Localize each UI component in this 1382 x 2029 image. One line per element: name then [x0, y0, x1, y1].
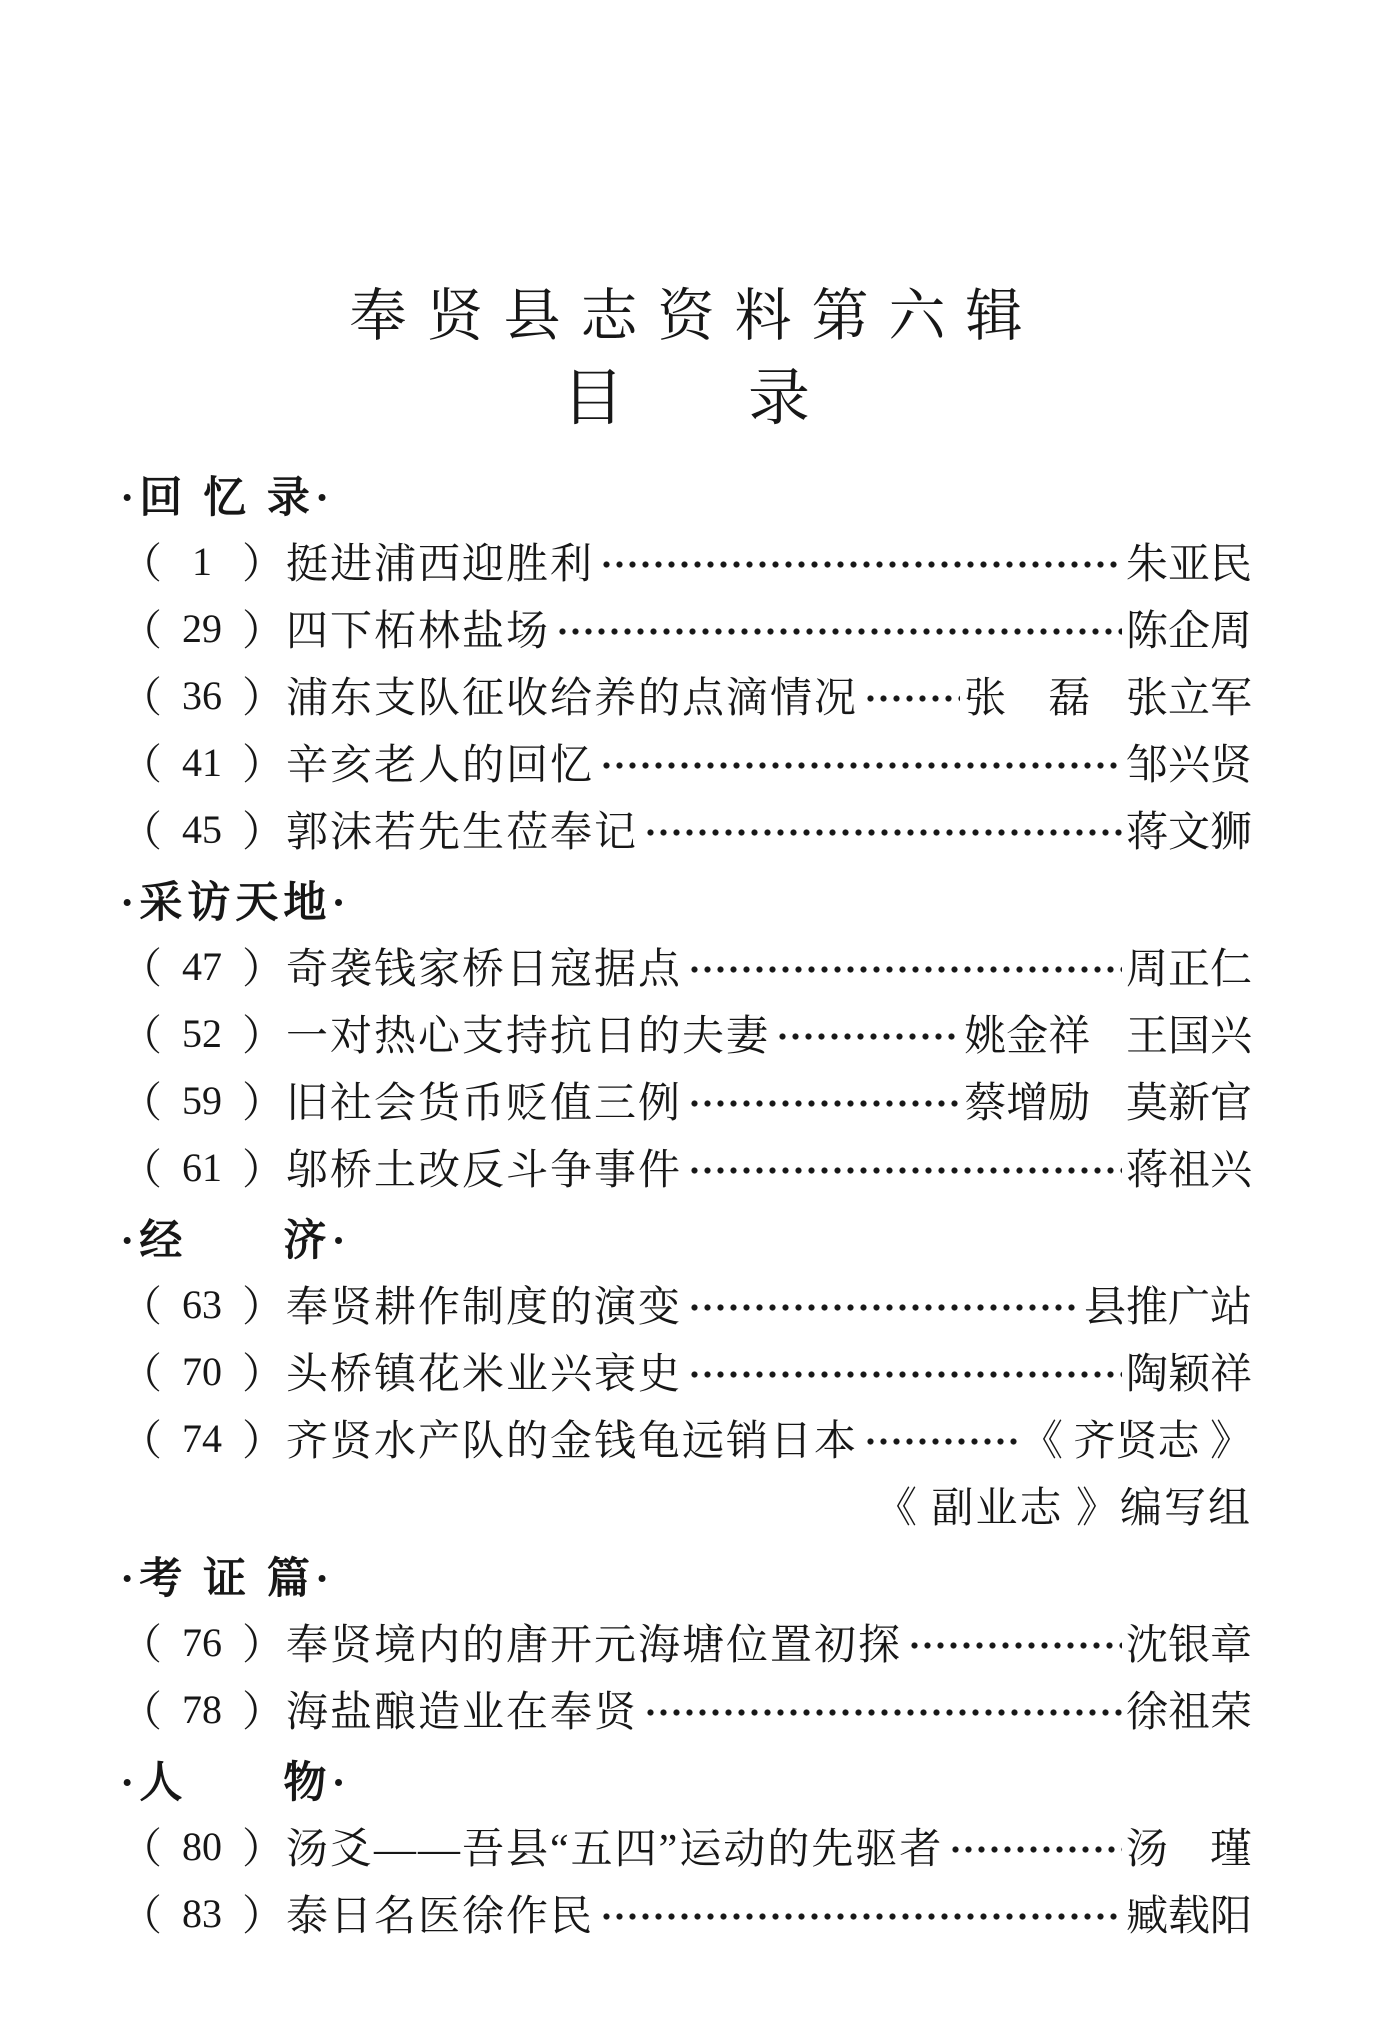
paren-open-glyph: （ [120, 1081, 163, 1128]
entry-title: 泰日名医徐作民 [286, 1894, 595, 1941]
author-name: 莫新官 [1125, 1081, 1252, 1128]
paren-close-glyph: ） [242, 676, 285, 723]
entry-page-number [120, 799, 284, 859]
paren-close-glyph: ） [242, 1148, 285, 1195]
paren-open-glyph: （ [120, 947, 163, 994]
series-title: 奉贤县志资料第六辑 [349, 285, 1043, 348]
entry-title: 头桥镇花米业兴衰史 [286, 1352, 683, 1399]
dot-leader [688, 962, 1122, 976]
page-number-value: 63 [182, 1281, 223, 1327]
paren-close-glyph: ） [242, 1623, 285, 1670]
entry-title: 齐贤水产队的金钱龟远销日本 [286, 1419, 859, 1466]
entry-authors [1126, 799, 1252, 859]
paren-open-glyph: （ [120, 1623, 163, 1670]
page-number-value: 1 [192, 538, 213, 584]
entry-page-number [120, 1816, 284, 1876]
author-name: 沈银章 [1125, 1623, 1252, 1670]
entry-authors [1126, 1137, 1252, 1197]
section-heading: ·回 忆 录· [120, 474, 335, 522]
author-name: 朱亚民 [1125, 542, 1252, 589]
dot-leader [600, 557, 1122, 571]
dot-leader [949, 1842, 1122, 1856]
page-number-value: 36 [182, 672, 223, 718]
toc-entry [120, 1000, 1252, 1067]
author-name: 张立军 [1125, 676, 1252, 723]
entry-page-number [120, 732, 284, 792]
author-name: 王国兴 [1125, 1014, 1252, 1061]
author-name: 徐祖荣 [1125, 1690, 1252, 1737]
paren-close-glyph: ） [242, 1690, 285, 1737]
dot-leader [864, 691, 960, 705]
entry-title: 海盐酿造业在奉贤 [286, 1690, 639, 1737]
toc-entry [120, 1271, 1252, 1338]
section-heading: ·经 济· [120, 1217, 351, 1265]
toc-list [120, 461, 1252, 1947]
dot-leader [688, 1367, 1122, 1381]
paren-close-glyph: ） [242, 947, 285, 994]
toc-section [120, 461, 1252, 863]
entry-title: 挺进浦西迎胜利 [286, 542, 595, 589]
entry-page-number [120, 1137, 284, 1197]
paren-close-glyph: ） [242, 1827, 285, 1874]
entry-page-number [120, 1274, 284, 1334]
toc-section [120, 866, 1252, 1201]
entry-title: 一对热心支持抗日的夫妻 [286, 1014, 771, 1061]
author-name: 臧载阳 [1125, 1894, 1252, 1941]
section-heading: ·采访天地· [120, 879, 351, 927]
entry-page-number [120, 665, 284, 725]
paren-open-glyph: （ [120, 743, 163, 790]
author-name: 陈企周 [1125, 609, 1252, 656]
section-heading: ·考 证 篇· [120, 1555, 335, 1603]
section-entries [120, 1271, 1252, 1539]
entry-authors [964, 665, 1252, 725]
entry-authors [1126, 531, 1252, 591]
page-number-value: 76 [182, 1619, 223, 1665]
paren-close-glyph: ） [242, 542, 285, 589]
dot-leader [644, 825, 1122, 839]
entry-authors-continuation: 《 副业志 》编写组 [874, 1486, 1252, 1533]
page-number-value: 74 [182, 1415, 223, 1461]
paren-open-glyph: （ [120, 1352, 163, 1399]
entry-page-number [120, 1003, 284, 1063]
section-entries [120, 1609, 1252, 1743]
paren-close-glyph: ） [242, 1352, 285, 1399]
toc-entry [120, 729, 1252, 796]
paren-open-glyph: （ [120, 810, 163, 857]
toc-entry-continuation [120, 1472, 1252, 1539]
toc-entry [120, 1880, 1252, 1947]
entry-title: 奇袭钱家桥日寇据点 [286, 947, 683, 994]
paren-open-glyph: （ [120, 609, 163, 656]
entry-title: 浦东支队征收给养的点滴情况 [286, 676, 859, 723]
author-name: 汤 瑾 [1125, 1827, 1252, 1874]
toc-section [120, 1204, 1252, 1539]
paren-close-glyph: ） [242, 1285, 285, 1332]
author-name: 蒋祖兴 [1125, 1148, 1252, 1195]
page-number-value: 52 [182, 1010, 223, 1056]
paren-open-glyph: （ [120, 1148, 163, 1195]
paren-open-glyph: （ [120, 1690, 163, 1737]
entry-title: 旧社会货币贬值三例 [286, 1081, 683, 1128]
toc-title: 目 录 [561, 364, 810, 433]
paren-open-glyph: （ [120, 542, 163, 589]
toc-entry [120, 933, 1252, 1000]
author-name: 蔡增励 [964, 1081, 1091, 1128]
entry-authors [1084, 1274, 1252, 1334]
author-name: 周正仁 [1125, 947, 1252, 994]
section-entries [120, 528, 1252, 863]
toc-entry [120, 1134, 1252, 1201]
dot-leader [688, 1096, 960, 1110]
dot-leader [556, 624, 1122, 638]
entry-page-number [120, 1679, 284, 1739]
dot-leader [776, 1029, 960, 1043]
entry-title: 郭沫若先生莅奉记 [286, 810, 639, 857]
section-entries [120, 933, 1252, 1201]
toc-entry [120, 1676, 1252, 1743]
author-name: 陶颖祥 [1125, 1352, 1252, 1399]
toc-entry [120, 1338, 1252, 1405]
entry-page-number [120, 1070, 284, 1130]
dot-leader [600, 1909, 1122, 1923]
entry-page-number [120, 531, 284, 591]
toc-entry [120, 796, 1252, 863]
paren-open-glyph: （ [120, 1419, 163, 1466]
entry-authors [1021, 1408, 1252, 1468]
paren-close-glyph: ） [242, 1419, 285, 1466]
author-name: 张 磊 [964, 676, 1091, 723]
paren-open-glyph: （ [120, 1894, 163, 1941]
page-number-value: 29 [182, 605, 223, 651]
entry-authors [1126, 732, 1252, 792]
page-number-value: 59 [182, 1077, 223, 1123]
entry-authors [1126, 1816, 1252, 1876]
paren-close-glyph: ） [242, 1081, 285, 1128]
entry-page-number [120, 1341, 284, 1401]
paren-close-glyph: ） [242, 1894, 285, 1941]
paren-close-glyph: ） [242, 609, 285, 656]
author-name: 姚金祥 [964, 1014, 1091, 1061]
toc-entry [120, 1067, 1252, 1134]
toc-entry [120, 595, 1252, 662]
author-name: 县推广站 [1083, 1285, 1252, 1332]
entry-authors [1126, 1679, 1252, 1739]
dot-leader [644, 1705, 1122, 1719]
toc-entry [120, 662, 1252, 729]
entry-authors [1126, 1883, 1252, 1943]
dot-leader [864, 1434, 1017, 1448]
entry-page-number [120, 1408, 284, 1468]
entry-authors [964, 1003, 1252, 1063]
dot-leader [688, 1300, 1080, 1314]
page-number-value: 41 [182, 739, 223, 785]
section-heading: ·人 物· [120, 1759, 351, 1807]
entry-authors [1126, 598, 1252, 658]
entry-page-number [120, 1883, 284, 1943]
toc-section [120, 1542, 1252, 1743]
entry-authors [1126, 1341, 1252, 1401]
entry-page-number [120, 598, 284, 658]
entry-page-number [120, 936, 284, 996]
entry-authors [964, 1070, 1252, 1130]
page-number-value: 45 [182, 806, 223, 852]
paren-close-glyph: ） [242, 810, 285, 857]
page-number-value: 78 [182, 1686, 223, 1732]
page-number-value: 83 [182, 1890, 223, 1936]
page-number-value: 47 [182, 943, 223, 989]
paren-close-glyph: ） [242, 1014, 285, 1061]
entry-title: 奉贤境内的唐开元海塘位置初探 [286, 1623, 903, 1670]
paren-open-glyph: （ [120, 1285, 163, 1332]
dot-leader [908, 1638, 1122, 1652]
entry-title: 四下柘林盐场 [286, 609, 551, 656]
paren-open-glyph: （ [120, 1014, 163, 1061]
dot-leader [688, 1163, 1122, 1177]
author-name: 《 齐贤志 》 [1020, 1419, 1252, 1466]
paren-close-glyph: ） [242, 743, 285, 790]
entry-title: 奉贤耕作制度的演变 [286, 1285, 683, 1332]
toc-entry [120, 528, 1252, 595]
entry-title: 汤爻——吾县“五四”运动的先驱者 [286, 1827, 944, 1874]
paren-open-glyph: （ [120, 676, 163, 723]
page-number-value: 70 [182, 1348, 223, 1394]
entry-title: 邬桥土改反斗争事件 [286, 1148, 683, 1195]
entry-authors [1126, 936, 1252, 996]
paren-open-glyph: （ [120, 1827, 163, 1874]
entry-authors [1126, 1612, 1252, 1672]
author-name: 邹兴贤 [1125, 743, 1252, 790]
page-number-value: 80 [182, 1823, 223, 1869]
toc-section [120, 1746, 1252, 1947]
page-number-value: 61 [182, 1144, 223, 1190]
entry-page-number [120, 1612, 284, 1672]
entry-title: 辛亥老人的回忆 [286, 743, 595, 790]
dot-leader [600, 758, 1122, 772]
toc-entry [120, 1609, 1252, 1676]
toc-entry [120, 1813, 1252, 1880]
section-entries [120, 1813, 1252, 1947]
author-name: 蒋文狮 [1125, 810, 1252, 857]
toc-entry [120, 1405, 1252, 1472]
